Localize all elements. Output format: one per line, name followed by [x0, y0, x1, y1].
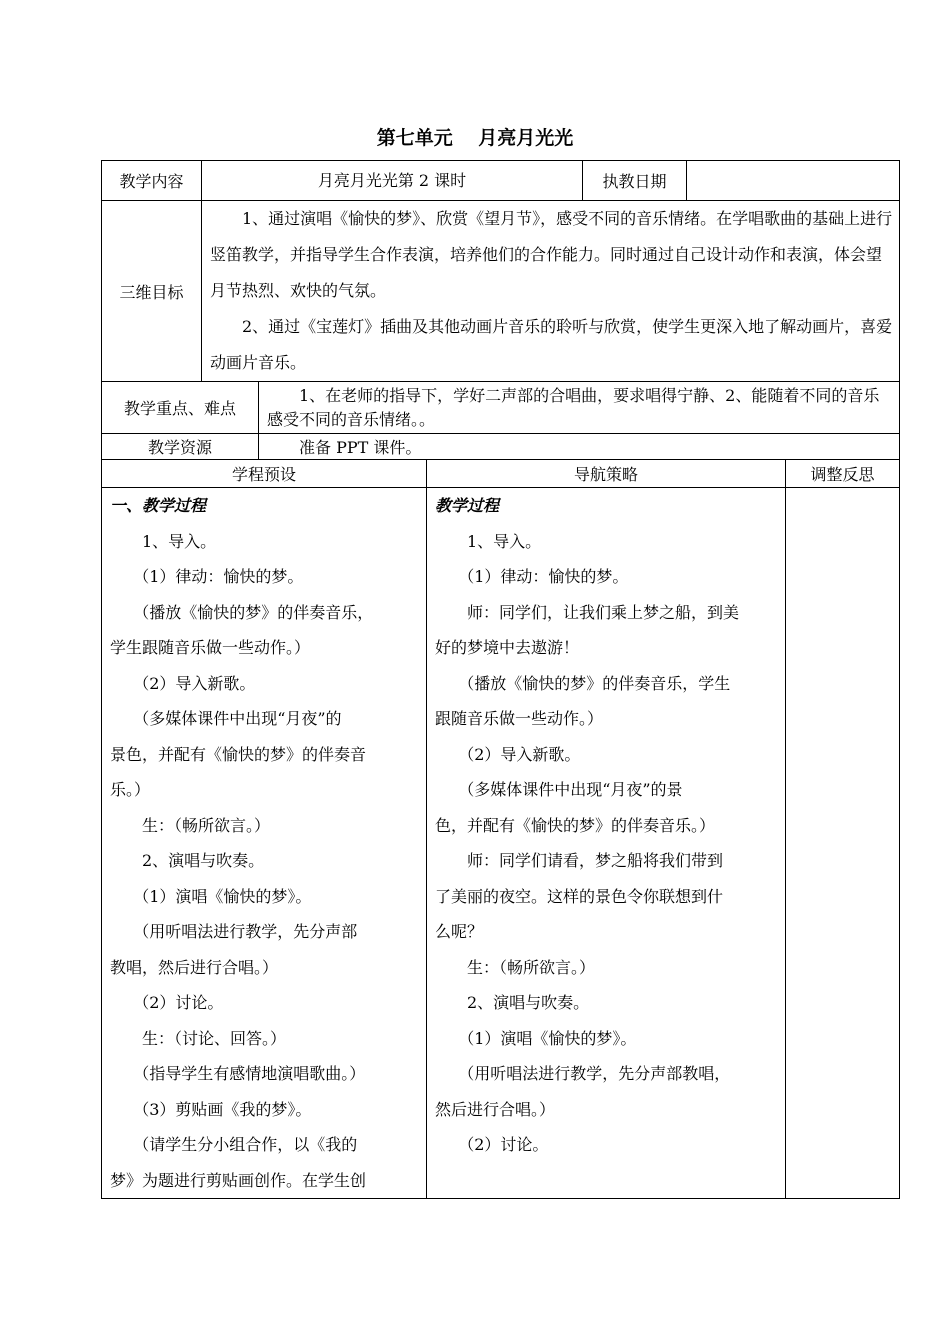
content-value: 月亮月光光第 2 课时	[202, 161, 583, 201]
plan-line: 生：（畅所欲言。）	[142, 815, 271, 835]
strategy-line: 教学过程	[435, 496, 500, 515]
plan-line: 学生跟随音乐做一些动作。）	[110, 638, 311, 657]
reflection-column	[786, 488, 900, 1199]
strategy-line: 师：同学们，让我们乘上梦之船，到美	[467, 602, 740, 622]
header-plan: 学程预设	[102, 460, 427, 488]
header-strategy: 导航策略	[427, 460, 786, 488]
strategy-line: （用听唱法进行教学，先分声部教唱，	[458, 1064, 731, 1083]
plan-line: （2）讨论。	[133, 993, 224, 1012]
plan-line: 一、教学过程	[110, 496, 207, 515]
content-label: 教学内容	[102, 161, 202, 201]
plan-line: 乐。）	[110, 780, 151, 799]
plan-line: （请学生分小组合作，以《我的	[133, 1135, 358, 1154]
strategy-line: 好的梦境中去遨游！	[435, 638, 580, 657]
strategy-line: 了美丽的夜空。这样的景色令你联想到什	[435, 886, 724, 906]
plan-line: 生：（讨论、回答。）	[142, 1028, 287, 1048]
page-title: 第七单元 月亮月光光	[376, 127, 574, 149]
lesson-info-table	[101, 160, 900, 460]
plan-line: （1）演唱《愉快的梦》。	[133, 886, 312, 906]
plan-line: （用听唱法进行教学，先分声部	[133, 922, 358, 941]
strategy-line: 2、演唱与吹奏。	[467, 993, 590, 1012]
strategy-line: 1、导入。	[467, 531, 542, 551]
plan-line: （3）剪贴画《我的梦》。	[133, 1099, 312, 1119]
plan-line: 梦》为题进行剪贴画创作。在学生创	[110, 1170, 367, 1190]
focus-value: 1、在老师的指导下，学好二声部的合唱曲，要求唱得宁静、2、能随着不同的音乐感受不同的音乐情绪。。	[259, 382, 900, 434]
plan-column	[102, 488, 427, 1199]
date-value	[687, 161, 900, 201]
strategy-line: （2）讨论。	[458, 1135, 549, 1154]
plan-line: （1）律动：愉快的梦。	[133, 567, 304, 586]
strategy-line: （多媒体课件中出现“月夜”的景	[458, 780, 683, 799]
plan-line: 1、导入。	[142, 531, 217, 551]
plan-line: 2、演唱与吹奏。	[142, 851, 265, 870]
resources-label: 教学资源	[102, 434, 259, 460]
process-table	[101, 459, 900, 1199]
strategy-line: 生：（畅所欲言。）	[467, 957, 596, 977]
plan-line: （2）导入新歌。	[133, 673, 256, 693]
date-label: 执教日期	[583, 161, 687, 201]
strategy-line: （2）导入新歌。	[458, 744, 581, 764]
plan-line: 教唱，然后进行合唱。）	[110, 957, 279, 977]
strategy-line: 么呢？	[435, 922, 484, 941]
header-reflection: 调整反思	[786, 460, 900, 488]
strategy-line: 师：同学们请看，梦之船将我们带到	[467, 851, 724, 870]
objective-2: 2、通过《宝莲灯》插曲及其他动画片音乐的聆听与欣赏，使学生更深入地了解动画片，喜爱动画片音乐。	[210, 317, 893, 372]
objective-1: 1、通过演唱《愉快的梦》、欣赏《望月节》，感受不同的音乐情绪。在学唱歌曲的基础上进行竖笛教学，并指导学生合作表演，培养他们的合作能力。同时通过自己设计动作和表演，体会望月节热烈、欢快的气氛。	[210, 209, 893, 300]
plan-line: （多媒体课件中出现“月夜”的	[133, 709, 342, 728]
objectives-label: 三维目标	[102, 201, 202, 382]
plan-line: （指导学生有感情地演唱歌曲。）	[133, 1064, 366, 1083]
plan-line: （播放《愉快的梦》的伴奏音乐，	[133, 602, 374, 622]
strategy-line: 然后进行合唱。）	[435, 1099, 556, 1119]
strategy-line: 色，并配有《愉快的梦》的伴奏音乐。）	[435, 815, 716, 835]
strategy-line: （1）律动：愉快的梦。	[458, 567, 629, 586]
strategy-line: （播放《愉快的梦》的伴奏音乐，学生	[458, 673, 731, 693]
plan-line: 景色，并配有《愉快的梦》的伴奏音	[110, 744, 367, 764]
strategy-line: 跟随音乐做一些动作。）	[435, 709, 604, 728]
strategy-line: （1）演唱《愉快的梦》。	[458, 1028, 637, 1048]
resources-value: 准备 PPT 课件。	[259, 434, 900, 460]
focus-label: 教学重点、难点	[102, 382, 259, 434]
strategy-column	[427, 488, 786, 1199]
